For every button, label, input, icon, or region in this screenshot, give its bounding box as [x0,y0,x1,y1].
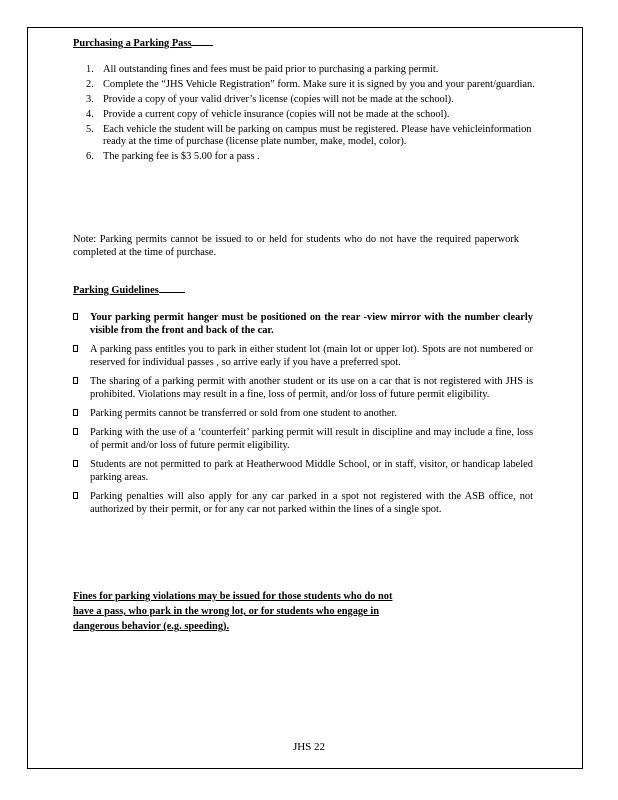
checkbox-glyph-icon [73,460,78,467]
list-item: 2. Complete the “JHS Vehicle Registration” form. Make sure it is signed by you and your parent/guardian. [86,79,535,90]
guidelines-heading: Parking Guidelines [73,284,185,297]
fines-line: Fines for parking violations may be issued for those students who do not [73,591,393,602]
purchasing-note: Note: Parking permits cannot be issued to or held for students who do not have the required paperwork completed at the time of purchase. [73,234,519,258]
list-item: Your parking permit hanger must be positioned on the rear -view mirror with the number clearly visible from the front and back of the car. [73,311,533,337]
list-item: 5. Each vehicle the student will be parking on campus must be registered. Please have vehicleinformation ready at the time of purchase (license plate number, make, model, color). [86,124,532,147]
list-item: 1. All outstanding fines and fees must be paid prior to purchasing a parking permit. [86,64,439,75]
fines-paragraph [73,589,521,634]
checkbox-glyph-icon [73,428,78,435]
list-item: Parking with the use of a ‘counterfeit’ parking permit will result in discipline and may include a fine, loss of permit and/or loss of future permit eligibility. [73,426,533,452]
list-item: 6. The parking fee is $3 5.00 for a pass . [86,151,260,162]
list-item: The sharing of a parking permit with another student or its use on a car that is not registered with JHS is prohibited. Violations may result in a fine, loss of permit, and/or loss of future permit eligibility. [73,375,533,401]
guidelines-list [73,311,533,522]
list-item: Students are not permitted to park at Heatherwood Middle School, or in staff, visitor, or handicap labeled parking areas. [73,458,533,484]
list-item: 4. Provide a current copy of vehicle insurance (copies will not be made at the school). [86,109,450,120]
fines-line: have a pass, who park in the wrong lot, or for students who engage in [73,606,379,617]
checkbox-glyph-icon [73,409,78,416]
checkbox-glyph-icon [73,313,78,320]
list-item: Parking penalties will also apply for any car parked in a spot not registered with the ASB office, not authorized by their permit, or for any car not parked within the lines of a single spot. [73,490,533,516]
checkbox-glyph-icon [73,377,78,384]
page-number: JHS 22 [292,741,326,753]
checkbox-glyph-icon [73,492,78,499]
list-item: A parking pass entitles you to park in either student lot (main lot or upper lot). Spots are not numbered or reserved for individual passes , so arrive early if you have a preferred spot. [73,343,533,369]
list-item: 3. Provide a copy of your valid driver’s license (copies will not be made at the school). [86,94,454,105]
purchasing-steps [86,64,536,166]
list-item: Parking permits cannot be transferred or sold from one student to another. [73,407,533,420]
checkbox-glyph-icon [73,345,78,352]
fines-line: dangerous behavior (e.g. speeding). [73,621,230,632]
purchasing-heading: Purchasing a Parking Pass [73,37,213,50]
